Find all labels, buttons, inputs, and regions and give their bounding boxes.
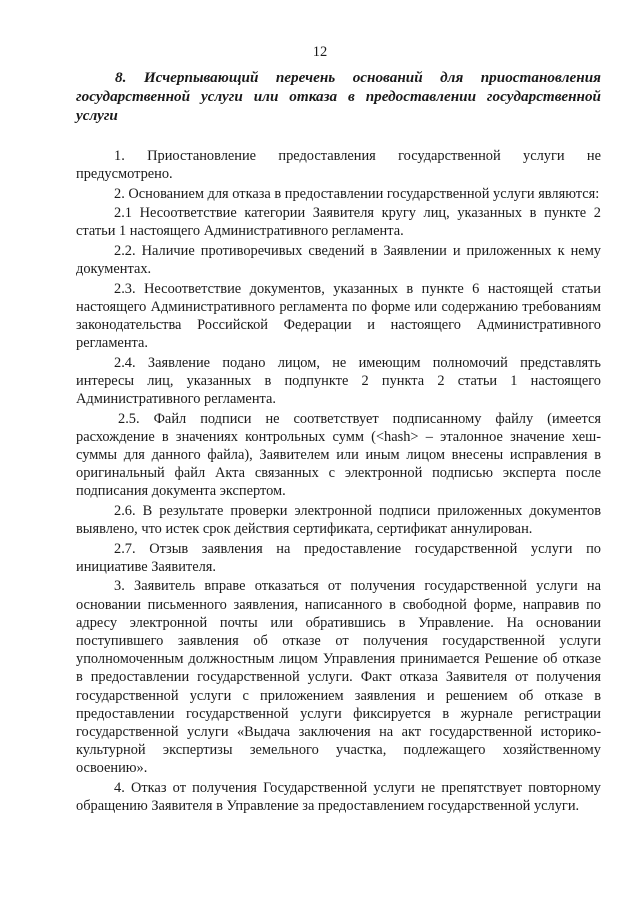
paragraph-suspension: 1. Приостановление предоставления государственной услуги не предусмотрено. bbox=[76, 148, 601, 183]
section-body bbox=[76, 147, 601, 817]
paragraph-2-6: 2.6. В результате проверки электронной подписи приложенных документов выявлено, что истек срок действия сертификата, сертификат аннулирован. bbox=[76, 502, 601, 538]
paragraph-refusal-grounds: 2. Основанием для отказа в предоставлении государственной услуги являются: bbox=[114, 185, 600, 202]
paragraph-2-2: 2.2. Наличие противоречивых сведений в Заявлении и приложенных к нему документах. bbox=[76, 242, 601, 278]
paragraph-2-1: 2.1 Несоответствие категории Заявителя кругу лиц, указанных в пункте 2 статьи 1 настоящего Административного регламента. bbox=[76, 205, 601, 240]
section-heading-line-1: 8. Исчерпывающий перечень оснований для приостановления bbox=[115, 69, 601, 86]
paragraph-2-4: 2.4. Заявление подано лицом, не имеющим полномочий представлять интересы лиц, указанных в подпункте 2 пункта 2 статьи 1 настоящего Административного регламента. bbox=[76, 354, 601, 408]
paragraph-withdrawal: 3. Заявитель вправе отказаться от получения государственной услуги на основании письменного заявления, написанного в свободной форме, направив по адресу электронной почты или обратившись в Управление. На основании поступившего заявления об отказе от получения государственной услуги уполномоченным должностным лицом Управления принимается Решение об отказе в предоставлении государственной услуги. Факт отказа Заявителя от получения государственной услуги с приложением заявления и решением об отказе в предоставлении государственной услуги фиксируется в журнале регистрации государственной услуги «Выдача заключения на акт государственной историко-культурной экспертизы земельного участка, подлежащего хозяйственному освоению». bbox=[76, 578, 601, 777]
paragraph-reapplication: 4. Отказ от получения Государственной услуги не препятствует повторному обращению Заявителя в Управление за предоставлением государственной услуги. bbox=[76, 779, 601, 815]
paragraph-2-3: 2.3. Несоответствие документов, указанных в пункте 6 настоящей статьи настоящего Административного регламента по форме или содержанию требованиям законодательства Российской Федерации и настоящего Административного регламента. bbox=[76, 280, 601, 352]
section-heading bbox=[76, 68, 601, 125]
section-heading-rest: государственной услуги или отказа в предоставлении государственной услуги bbox=[76, 88, 601, 124]
paragraph-2-7: 2.7. Отзыв заявления на предоставление государственной услуги по инициативе Заявителя. bbox=[76, 540, 601, 575]
paragraph-2-5: 2.5. Файл подписи не соответствует подписанному файлу (имеется расхождение в значениях контрольных сумм (<hash> – эталонное значение хеш-суммы для данного файла), Заявителем или иным лицом внесены исправления в оригинальный файл Акта связанных с электронной подписью эксперта после подписания документа экспертом. bbox=[76, 410, 601, 500]
page-number: 12 bbox=[312, 44, 328, 60]
